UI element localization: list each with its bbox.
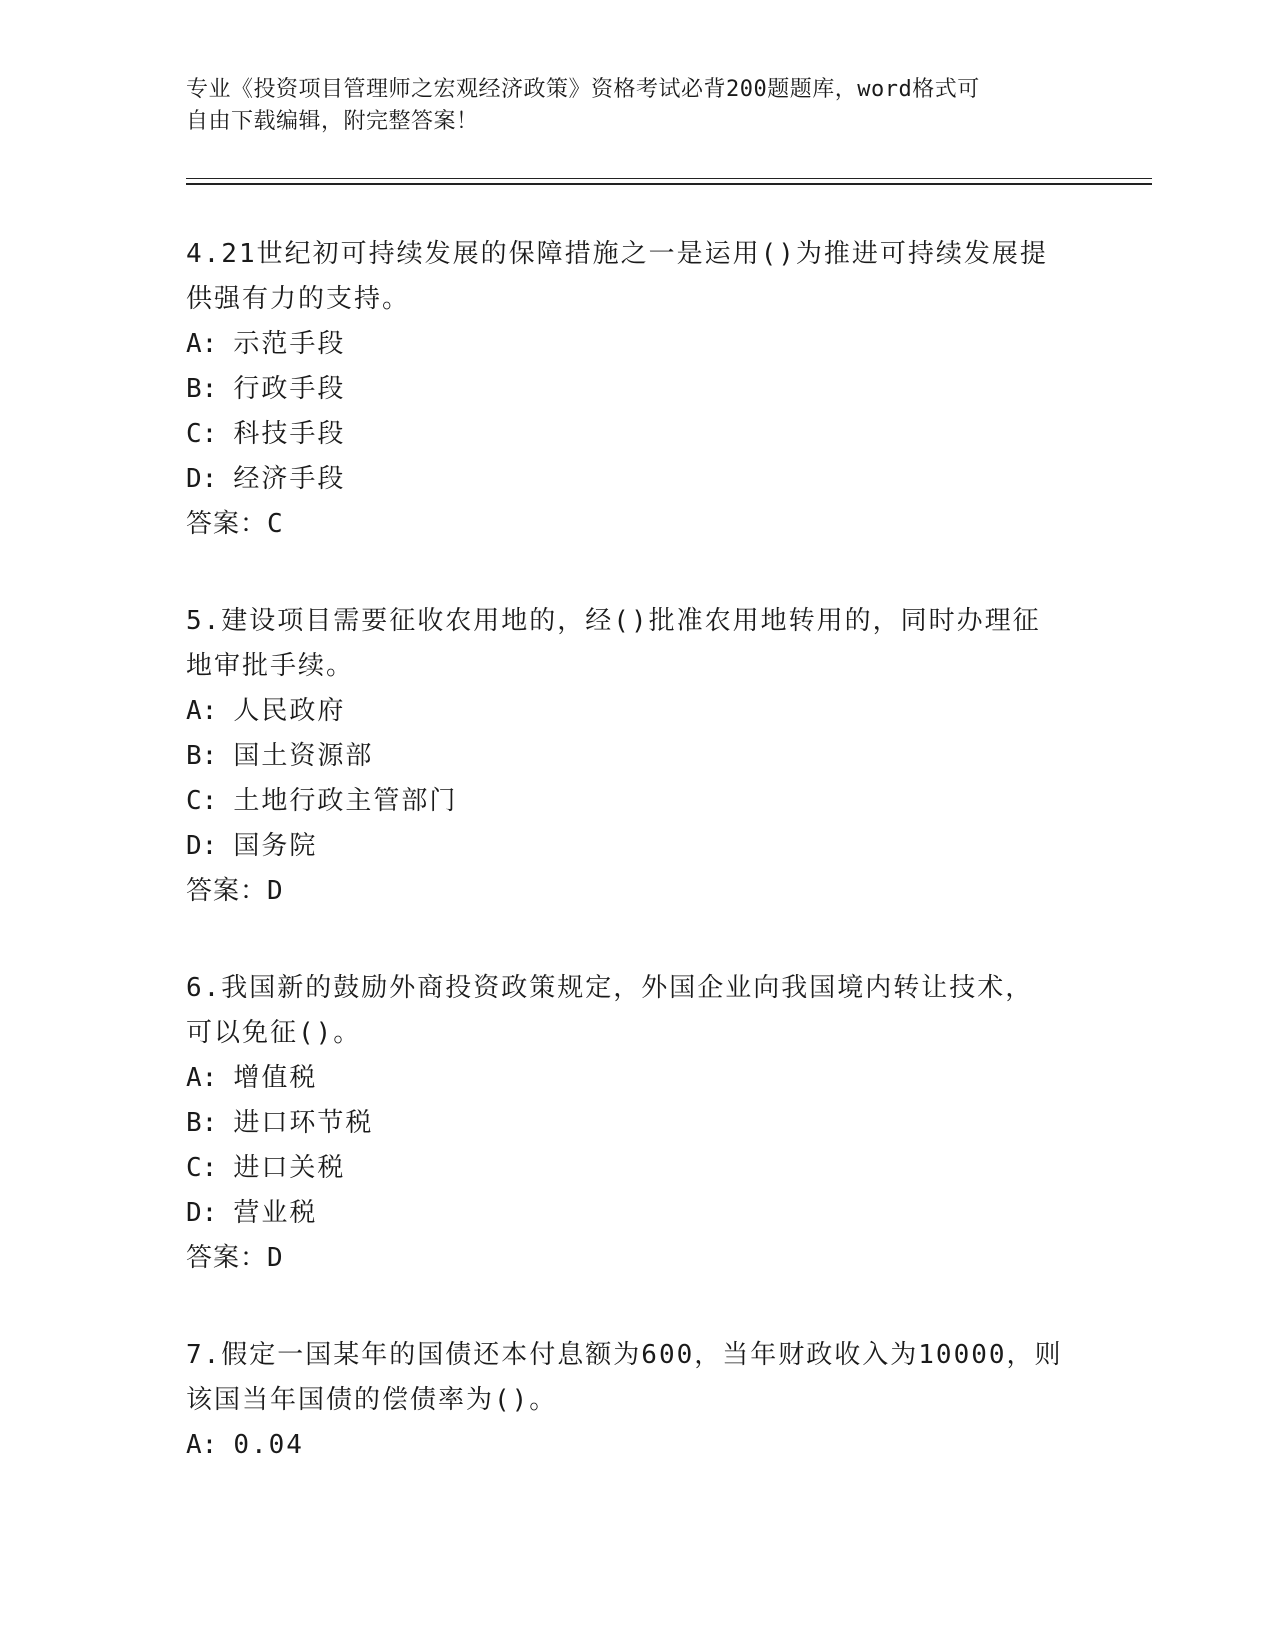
option-a bbox=[186, 1056, 1086, 1101]
option-c bbox=[186, 412, 1086, 457]
answer-line bbox=[186, 869, 1086, 914]
option-letter: B: bbox=[186, 741, 218, 771]
option-letter: A: bbox=[186, 1063, 218, 1093]
option-text: 经济手段 bbox=[233, 464, 346, 494]
option-text: 0.04 bbox=[233, 1430, 304, 1460]
option-c bbox=[186, 779, 1086, 824]
option-letter: C: bbox=[186, 1153, 218, 1183]
option-letter: B: bbox=[186, 374, 218, 404]
option-letter: C: bbox=[186, 419, 218, 449]
option-letter: B: bbox=[186, 1108, 218, 1138]
option-b bbox=[186, 734, 1086, 779]
question-5 bbox=[186, 599, 1086, 914]
question-stem-line-2: 地审批手续。 bbox=[186, 651, 355, 681]
question-stem bbox=[186, 966, 1086, 1056]
question-stem-line-1: 4.21世纪初可持续发展的保障措施之一是运用()为推进可持续发展提 bbox=[186, 239, 1048, 269]
option-b bbox=[186, 367, 1086, 412]
question-stem-line-2: 供强有力的支持。 bbox=[186, 284, 411, 314]
option-text: 人民政府 bbox=[233, 696, 346, 726]
question-stem bbox=[186, 232, 1086, 322]
header-line-2: 自由下载编辑，附完整答案！ bbox=[186, 109, 479, 134]
answer-line bbox=[186, 1236, 1086, 1281]
option-a bbox=[186, 322, 1086, 367]
option-letter: A: bbox=[186, 696, 218, 726]
answer-label: 答案： bbox=[186, 509, 268, 539]
question-stem bbox=[186, 599, 1086, 689]
option-letter: A: bbox=[186, 329, 218, 359]
header-divider-thick bbox=[186, 183, 1152, 185]
answer-value: D bbox=[267, 876, 284, 906]
document-header bbox=[186, 74, 1066, 138]
option-d bbox=[186, 824, 1086, 869]
option-c bbox=[186, 1146, 1086, 1191]
option-letter: D: bbox=[186, 1198, 218, 1228]
header-divider-thin bbox=[186, 178, 1152, 179]
option-text: 国土资源部 bbox=[233, 741, 374, 771]
answer-label: 答案： bbox=[186, 876, 268, 906]
question-stem-line-1: 6.我国新的鼓励外商投资政策规定，外国企业向我国境内转让技术， bbox=[186, 973, 1034, 1003]
answer-value: C bbox=[267, 509, 284, 539]
answer-line bbox=[186, 502, 1086, 547]
option-text: 进口关税 bbox=[233, 1153, 346, 1183]
option-letter: A: bbox=[186, 1430, 218, 1460]
option-letter: C: bbox=[186, 786, 218, 816]
option-letter: D: bbox=[186, 464, 218, 494]
option-d bbox=[186, 1191, 1086, 1236]
question-stem bbox=[186, 1333, 1086, 1423]
question-stem-line-1: 7.假定一国某年的国债还本付息额为600，当年财政收入为10000，则 bbox=[186, 1340, 1063, 1370]
option-text: 科技手段 bbox=[233, 419, 346, 449]
question-stem-line-2: 可以免征()。 bbox=[186, 1018, 362, 1048]
option-text: 行政手段 bbox=[233, 374, 346, 404]
question-list bbox=[186, 232, 1086, 1468]
option-text: 示范手段 bbox=[233, 329, 346, 359]
option-b bbox=[186, 1101, 1086, 1146]
question-7 bbox=[186, 1333, 1086, 1468]
question-stem-line-1: 5.建设项目需要征收农用地的，经()批准农用地转用的，同时办理征 bbox=[186, 606, 1041, 636]
answer-value: D bbox=[267, 1243, 284, 1273]
option-d bbox=[186, 457, 1086, 502]
option-a bbox=[186, 689, 1086, 734]
option-text: 国务院 bbox=[233, 831, 318, 861]
question-4 bbox=[186, 232, 1086, 547]
option-text: 土地行政主管部门 bbox=[233, 786, 458, 816]
answer-label: 答案： bbox=[186, 1243, 268, 1273]
question-6 bbox=[186, 966, 1086, 1281]
option-a bbox=[186, 1423, 1086, 1468]
option-text: 增值税 bbox=[233, 1063, 318, 1093]
question-stem-line-2: 该国当年国债的偿债率为()。 bbox=[186, 1385, 558, 1415]
option-letter: D: bbox=[186, 831, 218, 861]
header-line-1: 专业《投资项目管理师之宏观经济政策》资格考试必背200题题库，word格式可 bbox=[186, 77, 980, 102]
option-text: 营业税 bbox=[233, 1198, 318, 1228]
option-text: 进口环节税 bbox=[233, 1108, 374, 1138]
